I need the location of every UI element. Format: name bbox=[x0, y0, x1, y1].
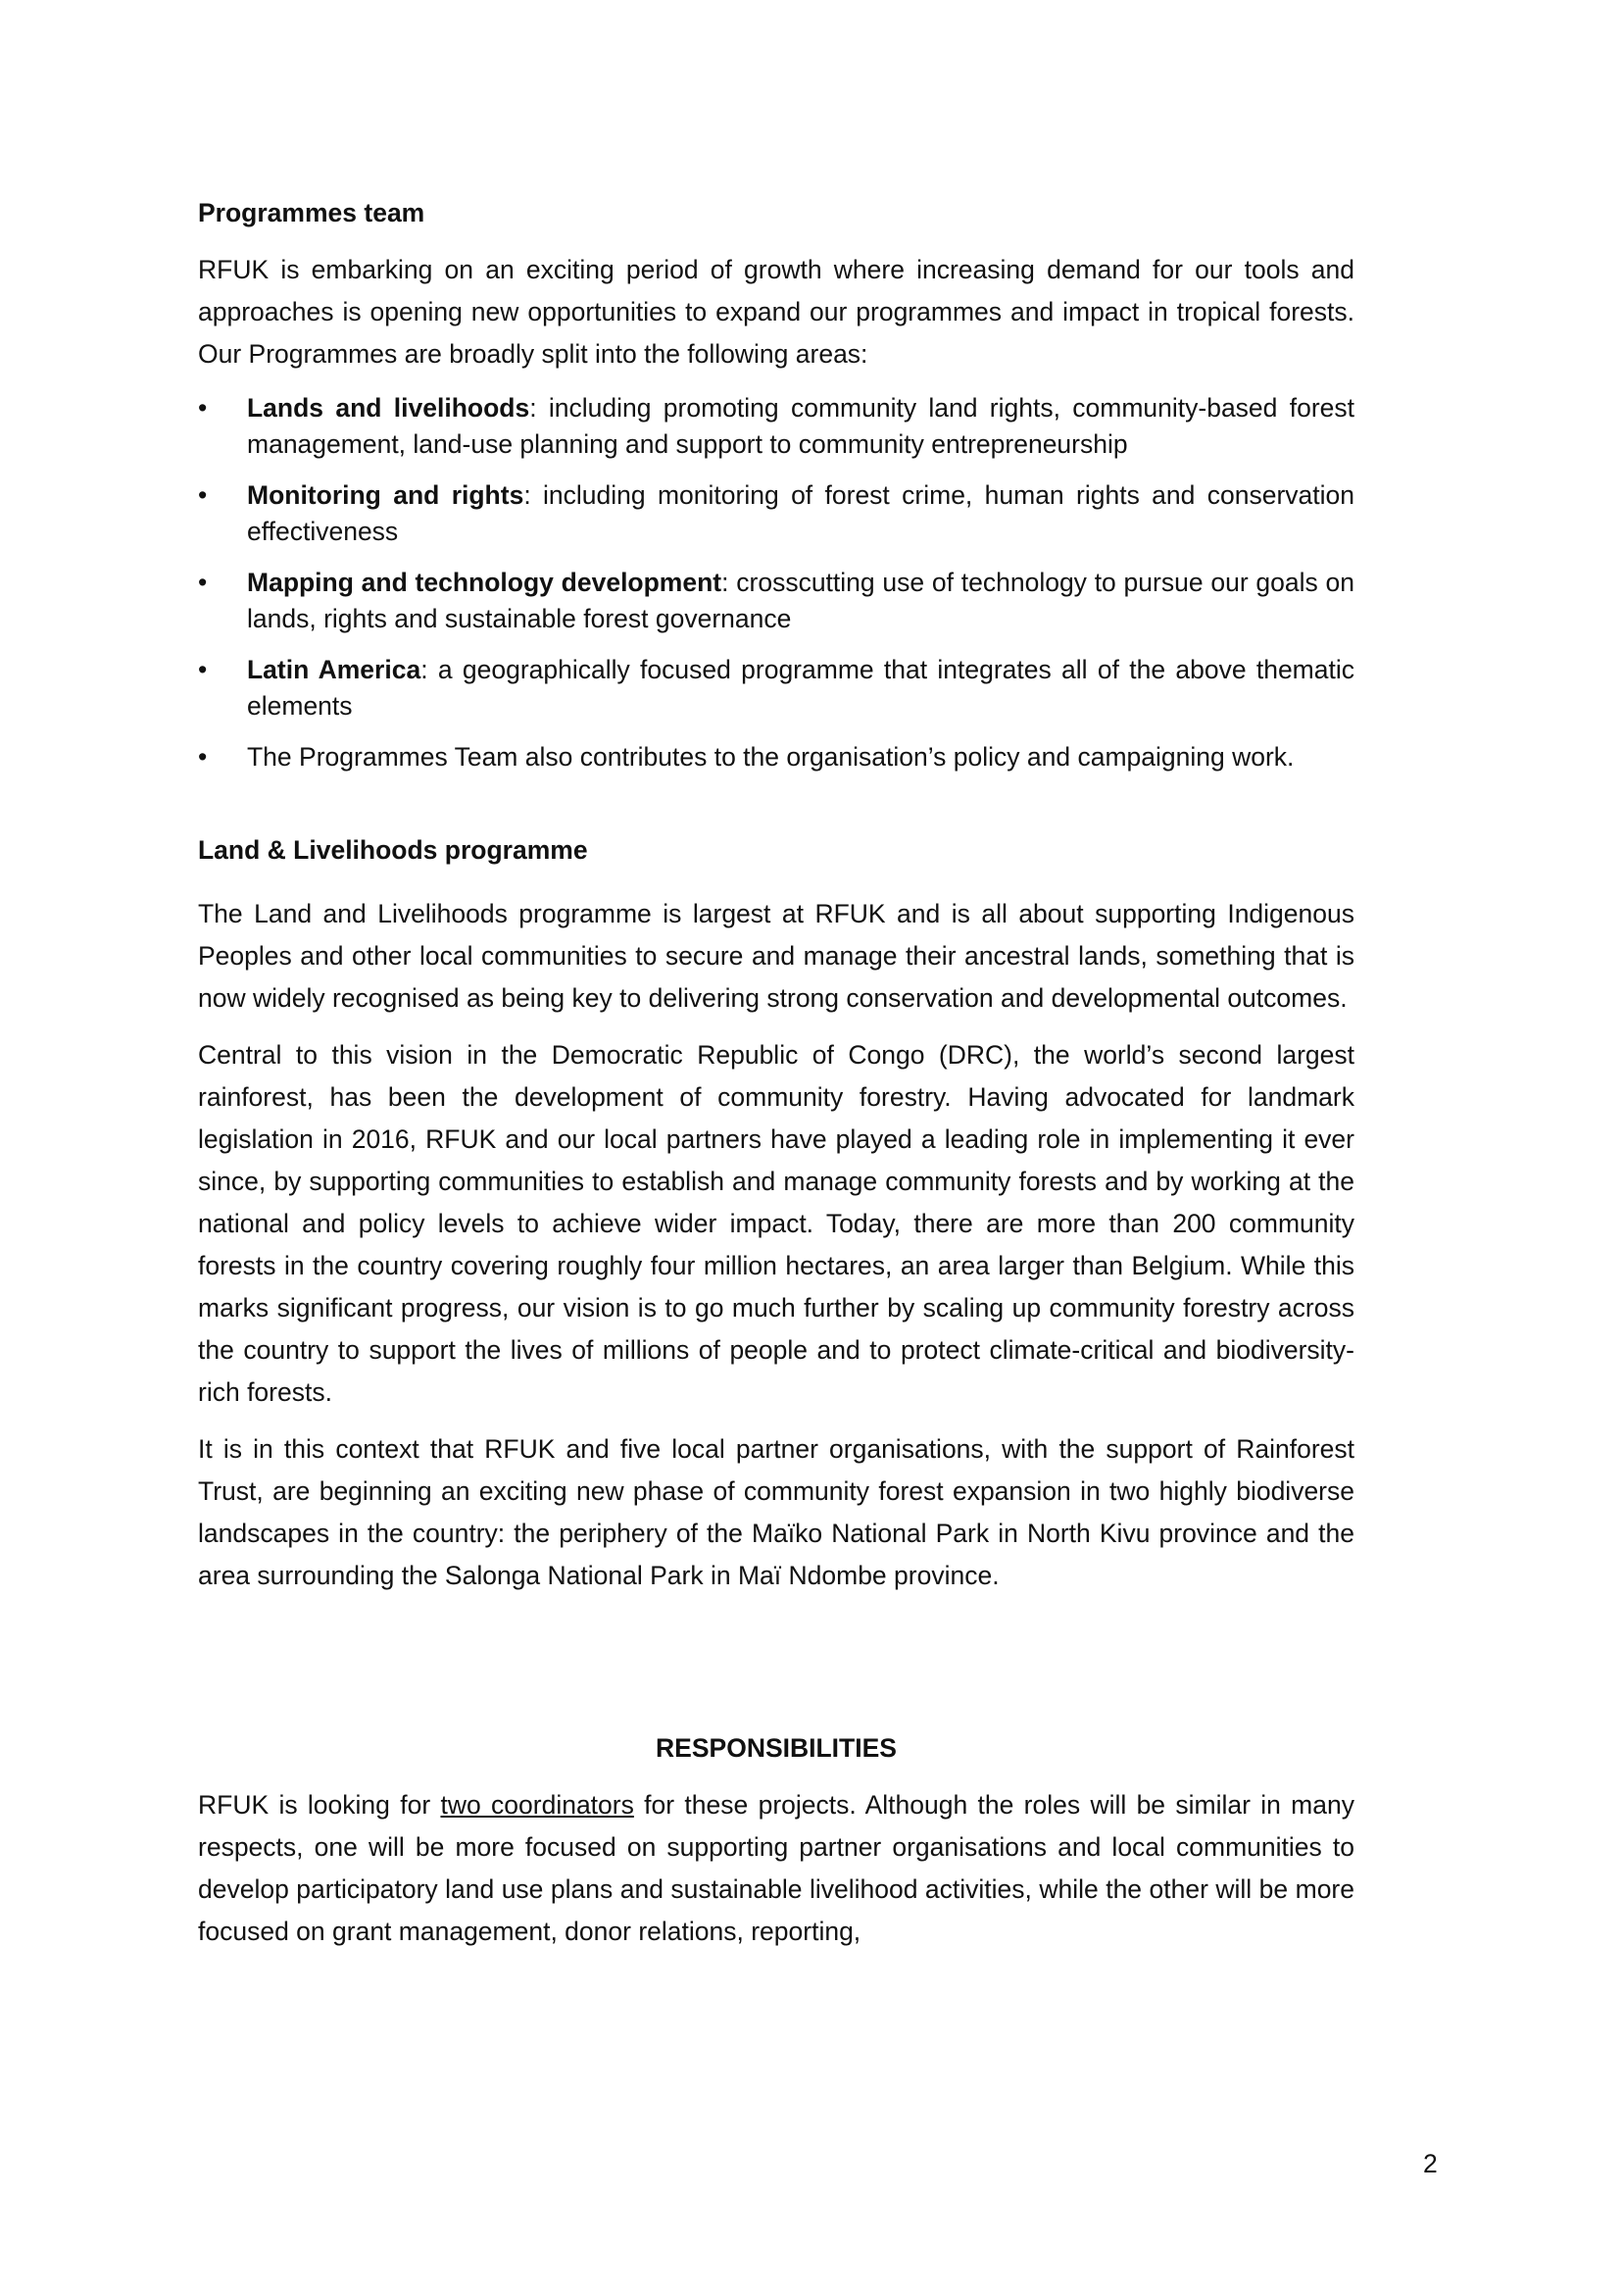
programmes-bullet-list bbox=[198, 390, 1354, 775]
bullet-icon: • bbox=[198, 480, 208, 510]
programmes-intro: RFUK is embarking on an exciting period of growth where increasing demand for our tools and approaches is opening new opportunities to expand our programmes and impact in tropical forests. Our Programmes are broadly split into the following areas: bbox=[198, 255, 1354, 369]
bullet-item bbox=[198, 652, 1354, 724]
bullet-bold: Mapping and technology development bbox=[247, 568, 722, 597]
section-spacer bbox=[198, 790, 1354, 829]
land-paragraph-1: The Land and Livelihoods programme is largest at RFUK and is all about supporting Indigenous Peoples and other local communities to secure and manage their ancestral lands, something that is now widely recognised as being key to delivering strong conservation and developmental outcomes. bbox=[198, 899, 1354, 1013]
bullet-icon: • bbox=[198, 568, 208, 597]
bullet-bold: Lands and livelihoods bbox=[247, 393, 530, 423]
document-page bbox=[198, 192, 1354, 1968]
section-spacer bbox=[198, 1612, 1354, 1727]
land-paragraph-2: Central to this vision in the Democratic Republic of Congo (DRC), the world’s second largest rainforest, has been the development of community forestry. Having advocated for landmark legislation in 2016, RFUK and our local partners have played a leading role in implementing it ever since, by supporting communities to establish and manage community forests and by working at the national and policy levels to achieve wider impact. Today, there are more than 200 community forests in the country covering roughly four million hectares, an area larger than Belgium. While this marks significant progress, our vision is to go much further by scaling up community forestry across the country to support the lives of millions of people and to protect climate-critical and biodiversity-rich forests. bbox=[198, 1040, 1354, 1407]
land-paragraph-3: It is in this context that RFUK and five local partner organisations, with the support of Rainforest Trust, are beginning an exciting new phase of community forest expansion in two highly biodiverse landscapes in the country: the periphery of the Maïko National Park in North Kivu province and the area surrounding the Salonga National Park in Maï Ndombe province. bbox=[198, 1434, 1354, 1590]
bullet-bold: Latin America bbox=[247, 655, 421, 684]
bullet-item bbox=[198, 565, 1354, 637]
bullet-item bbox=[198, 390, 1354, 463]
page-number: 2 bbox=[1423, 2149, 1438, 2178]
bullet-text: : including monitoring of forest crime, human rights and conservation effectiveness bbox=[247, 480, 1354, 546]
land-livelihoods-heading: Land & Livelihoods programme bbox=[198, 835, 588, 865]
bullet-bold: Monitoring and rights bbox=[247, 480, 524, 510]
responsibilities-text-after: for these projects. Although the roles will be similar in many respects, one will be more focused on supporting partner organisations and local communities to develop participatory land use plans and sustainable livelihood activities, while the other will be more focused on grant management, donor relations, reporting, bbox=[198, 1790, 1354, 1946]
bullet-icon: • bbox=[198, 393, 208, 423]
bullet-item bbox=[198, 739, 1354, 775]
responsibilities-paragraph bbox=[198, 1784, 1354, 1953]
bullet-text: : a geographically focused programme that integrates all of the above thematic elements bbox=[247, 655, 1354, 721]
two-coordinators-underlined: two coordinators bbox=[440, 1790, 634, 1820]
bullet-text: The Programmes Team also contributes to the organisation’s policy and campaigning work. bbox=[247, 742, 1295, 772]
bullet-text: : crosscutting use of technology to pursue our goals on lands, rights and sustainable forest governance bbox=[247, 568, 1354, 633]
responsibilities-text-before: RFUK is looking for bbox=[198, 1790, 441, 1820]
responsibilities-heading: RESPONSIBILITIES bbox=[656, 1733, 897, 1763]
bullet-text: : including promoting community land rights, community-based forest management, land-use planning and support to community entrepreneurship bbox=[247, 393, 1355, 459]
programmes-heading: Programmes team bbox=[198, 198, 425, 227]
bullet-icon: • bbox=[198, 742, 208, 772]
bullet-item bbox=[198, 477, 1354, 550]
bullet-icon: • bbox=[198, 655, 208, 684]
